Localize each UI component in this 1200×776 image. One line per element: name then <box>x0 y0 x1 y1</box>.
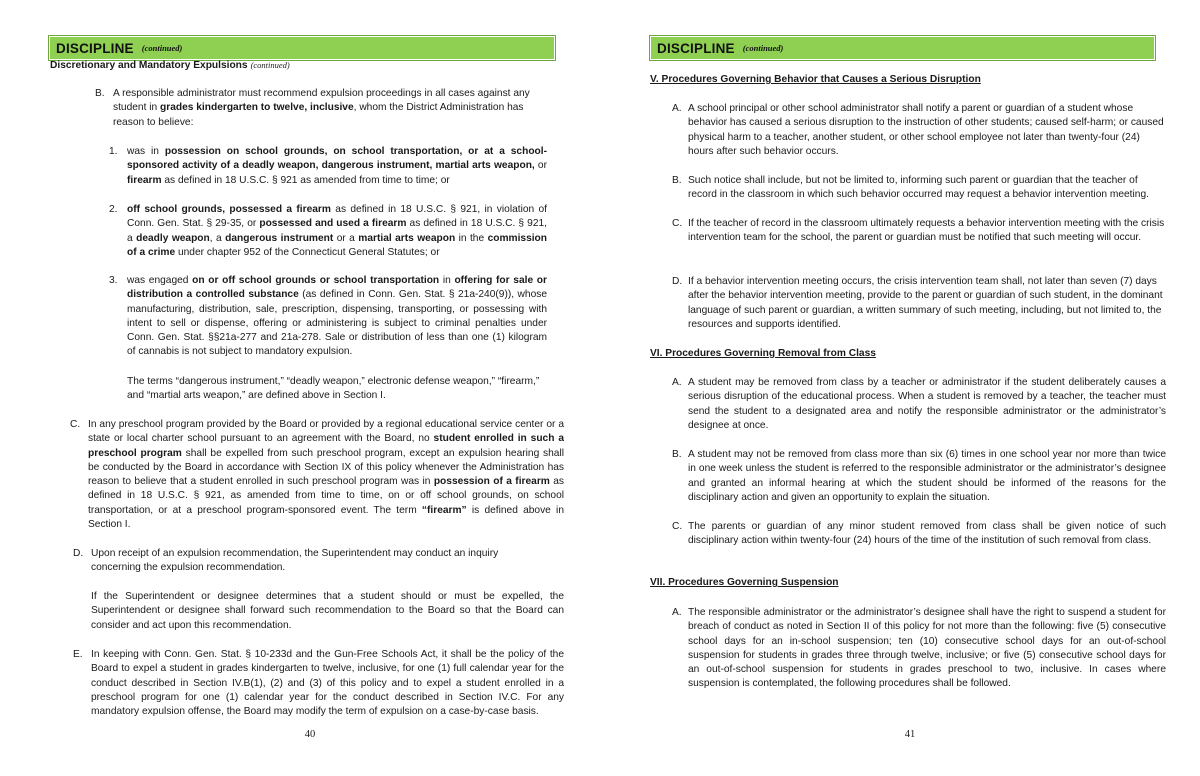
page-number: 40 <box>304 729 316 740</box>
section-vi-item-b: A student may not be removed from class more than six (6) times in one school year nor more than twice in one week unless the student is referred to the responsible administrator or the administrator’s designee and granted an informal hearing at which the student should be informed of the reasons for the disciplinary action and given an opportunity to explain the situation. <box>688 449 1166 503</box>
item-label: C. <box>70 419 81 430</box>
item-label: 3. <box>109 275 118 286</box>
item-label: C. <box>672 218 683 229</box>
section-v-item-d: If a behavior intervention meeting occurs, the crisis intervention team shall, not later than seven (7) days after the behavior intervention meeting, provide to the parent or guardian of such student, in the dominant language of such parent or guardian, a written summary of such meeting, including, but not limited to, the resources and supports identified. <box>688 276 1163 330</box>
section-v-item-c: If the teacher of record in the classroom ultimately requests a behavior intervention meeting with the crisis intervention team for the school, the parent or guardian must be notified that such meeting will occur. <box>688 218 1165 244</box>
item-d-paragraph: Upon receipt of an expulsion recommendation, the Superintendent may conduct an inquiry concerning the expulsion recommendation. <box>91 548 499 574</box>
section-vi-item-c: The parents or guardian of any minor student removed from class shall be given notice of such disciplinary action within twenty-four (24) hours of the time of the institution of such removal from class. <box>688 521 1166 547</box>
banner-subtitle: (continued) <box>141 43 183 53</box>
right-page <box>600 0 1200 776</box>
item-label: C. <box>672 521 683 532</box>
sub-item-2-paragraph: off school grounds, possessed a firearm as defined in 18 U.S.C. § 921, in violation of Conn. Gen. Stat. § 29-35, or possessed and used a firearm as defined in 18 U.S.C. § 921, a deadly weapon, a dangerous instrument or a martial arts weapon in the commission of a crime under chapter 952 of the Connecticut General Statutes; or <box>127 204 548 258</box>
item-label: B. <box>672 449 682 460</box>
banner-title: DISCIPLINE <box>56 40 134 56</box>
section-banner <box>50 37 554 59</box>
sub-item-3-paragraph: was engaged on or off school grounds or school transportation in offering for sale or distribution a controlled substance (as defined in Conn. Gen. Stat. § 21a-240(9)), whose manufacturing, distribution, sale, prescription, dispensing, transporting, or possessing with intent to sell or dispense, offering or administering is subject to criminal penalties under Conn. Gen. Stat. §§21a-277 and 21a-278. Sale or distribution of less than one (1) kilogram of cannabis is not subject to mandatory expulsion. <box>127 275 547 358</box>
item-label: D. <box>672 276 683 287</box>
item-label: 1. <box>109 146 118 157</box>
item-label: A. <box>672 607 682 618</box>
item-label: B. <box>95 88 105 99</box>
banner-title: DISCIPLINE <box>657 40 735 56</box>
page-number: 41 <box>904 729 916 740</box>
item-e-paragraph: In keeping with Conn. Gen. Stat. § 10-233d and the Gun-Free Schools Act, it shall be the policy of the Board to expel a student in grades kindergarten to twelve, inclusive, for one (1) full calendar year for the conduct described in Section IV.B(1), (2) and (3) of this policy and to expel a student enrolled in a preschool program for one (1) calendar year for the conduct described in Section IV.C. For any mandatory expulsion offense, the Board may modify the term of expulsion on a case-by-case basis. <box>91 649 564 718</box>
item-label: D. <box>73 548 84 559</box>
section-v-item-b: Such notice shall include, but not be limited to, informing such parent or guardian that the teacher of record in the classroom in which such behavior occurred may request a behavior intervention meeting. <box>688 175 1149 201</box>
section-vi-heading: VI. Procedures Governing Removal from Class <box>650 348 876 359</box>
item-b-paragraph: A responsible administrator must recommend expulsion proceedings in all cases against any student in grades kindergarten to twelve, inclusive, whom the District Administration has reason to believe: <box>113 88 530 128</box>
item-label: A. <box>672 103 682 114</box>
section-v-item-a: A school principal or other school administrator shall notify a parent or guardian of a student whose behavior has caused a serious disruption to the instruction of other students; caused self-harm; or caused physical harm to a teacher, another student, or other school employee not later than twenty-four (24) hours after such behavior occurs. <box>688 103 1164 157</box>
item-d-followup: If the Superintendent or designee determines that a student should or must be expelled, the Superintendent or designee shall forward such recommendation to the Board so that the Board can consider and act upon this recommendation. <box>91 591 564 631</box>
item-label: A. <box>672 377 682 388</box>
item-label: B. <box>672 175 682 186</box>
subsection-heading: Discretionary and Mandatory Expulsions (continued) <box>50 60 290 71</box>
item-c-paragraph: In any preschool program provided by the Board or provided by a regional educational service center or a state or local charter school pursuant to an agreement with the Board, no student enrolled in such a preschool program shall be expelled from such preschool program, except an expulsion hearing shall be conducted by the Board in accordance with Section IX of this policy whenever the Administration has reason to believe that a student enrolled in such preschool program was in possession of a firearm as defined in 18 U.S.C. § 921, as amended from time to time, on or off school grounds, on school transportation, or at a preschool program-sponsored event. The term “firearm” is defined above in Section I. <box>88 419 565 531</box>
terms-note: The terms “dangerous instrument,” “deadly weapon,” electronic defense weapon,” “firearm,” and “martial arts weapon,” are defined above in Section I. <box>127 376 540 402</box>
section-vii-item-a: The responsible administrator or the administrator’s designee shall have the right to suspend a student for breach of conduct as noted in Section II of this policy for not more than the following: five (5) consecutive school days for an in-school suspension; ten (10) consecutive school days for an out-of-school suspension for students in grades three through twelve, inclusive; or five (5) consecutive school days for an out-of-school suspension for students in grades preschool to two, inclusive. In cases where suspension is contemplated, the following procedures shall be followed. <box>688 607 1166 690</box>
section-vi-item-a: A student may be removed from class by a teacher or administrator if the student deliberately causes a serious disruption of the educational process. When a student is removed by a teacher, the teacher must send the student to a designated area and notify the responsible administrator or the administrator’s designee at once. <box>688 377 1166 431</box>
section-v-heading: V. Procedures Governing Behavior that Causes a Serious Disruption <box>650 74 981 85</box>
item-label: E. <box>73 649 83 660</box>
section-banner <box>651 37 1154 59</box>
item-label: 2. <box>109 204 118 215</box>
sub-item-1-paragraph: was in possession on school grounds, on school transportation, or at a school-sponsored activity of a deadly weapon, dangerous instrument, martial arts weapon, or firearm as defined in 18 U.S.C. § 921 as amended from time to time; or <box>127 146 547 186</box>
banner-subtitle: (continued) <box>742 43 784 53</box>
section-vii-heading: VII. Procedures Governing Suspension <box>650 577 839 588</box>
